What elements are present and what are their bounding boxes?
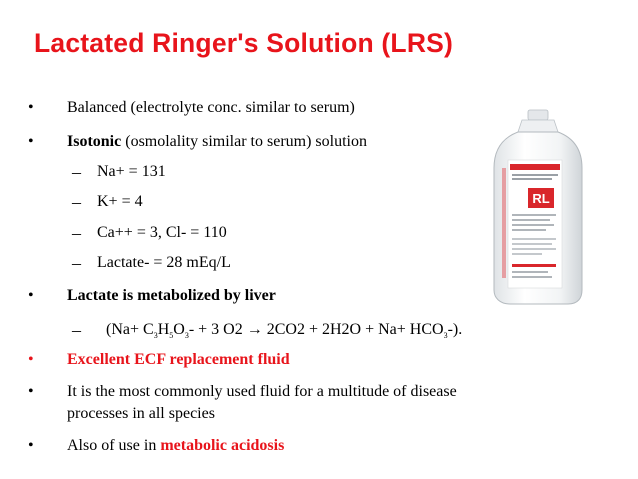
eq-part: O <box>173 321 185 338</box>
bullet-icon: • <box>28 287 34 304</box>
eq-part: 2CO2 + 2H2O + Na+ HCO <box>262 321 444 338</box>
eq-subscript: 3 <box>153 331 158 340</box>
arrow-icon: → <box>246 321 263 338</box>
bullet-icon: • <box>28 383 34 400</box>
bullet-bold-red-text: metabolic acidosis <box>160 437 285 454</box>
bullet-icon: • <box>28 351 34 368</box>
bullet-bold-text: Isotonic <box>67 133 122 150</box>
sub-item-lactate: Lactate- = 28 mEq/L <box>97 254 231 271</box>
sub-item-na: Na+ = 131 <box>97 163 166 180</box>
eq-subscript: 3 <box>184 331 189 340</box>
dash-icon: – <box>72 162 81 182</box>
bullet-commonly-used-line1: It is the most commonly used fluid for a multitude of disease <box>67 383 457 400</box>
bag-label-text: RL <box>532 191 550 206</box>
dash-icon: – <box>72 320 81 340</box>
bullet-text: (osmolality similar to serum) solution <box>121 133 367 150</box>
iv-bag-image <box>482 108 592 308</box>
bullet-lactate-liver: Lactate is metabolized by liver <box>67 287 276 304</box>
bullet-isotonic <box>67 132 367 152</box>
eq-part: -). <box>447 321 463 338</box>
slide-title: Lactated Ringer's Solution (LRS) <box>34 28 454 58</box>
bullet-text: Also of use in <box>67 437 161 454</box>
dash-icon: – <box>72 192 81 212</box>
reaction-equation <box>106 320 462 340</box>
bullet-icon: • <box>28 437 34 454</box>
dash-icon: – <box>72 253 81 273</box>
bullet-ecf-replacement: Excellent ECF replacement fluid <box>67 351 290 368</box>
bullet-balanced <box>67 98 355 118</box>
bullet-text: Balanced (electrolyte conc. similar to serum) <box>67 99 355 116</box>
sub-item-ca-cl: Ca++ = 3, Cl- = 110 <box>97 224 227 241</box>
bullet-metabolic-acidosis <box>67 436 284 456</box>
eq-part: H <box>157 321 170 338</box>
sub-item-k: K+ = 4 <box>97 193 143 210</box>
eq-subscript: 5 <box>169 331 174 340</box>
bullet-icon: • <box>28 133 34 150</box>
bullet-icon: • <box>28 99 34 116</box>
eq-subscript: 3 <box>443 331 448 340</box>
bullet-commonly-used-line2: processes in all species <box>67 405 215 422</box>
dash-icon: – <box>72 223 81 243</box>
eq-part: - + 3 O2 <box>188 321 247 338</box>
eq-part: (Na+ C <box>106 321 154 338</box>
